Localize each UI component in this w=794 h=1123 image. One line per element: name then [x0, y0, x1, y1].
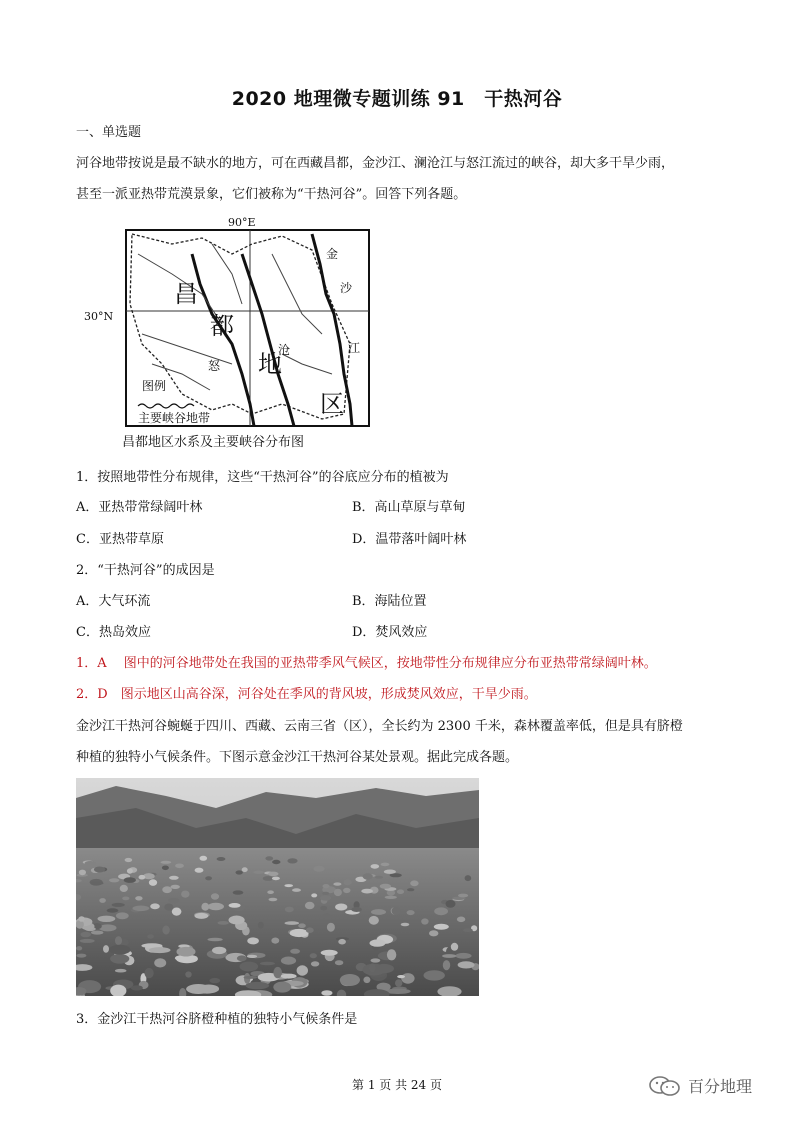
watermark-text: 百分地理	[688, 1077, 753, 1096]
page-footer: 第 1 页 共 24 页	[352, 1078, 442, 1092]
photo-stone	[384, 870, 396, 874]
photo-stone	[434, 924, 449, 930]
photo-stone	[240, 962, 259, 972]
photo-stone	[150, 903, 160, 909]
photo-stone	[237, 955, 247, 961]
map-region-char: 区	[320, 390, 344, 418]
map-river-label: 沙	[340, 281, 353, 295]
photo-stone	[397, 889, 404, 894]
photo-stone	[139, 875, 146, 880]
photo-stone	[269, 898, 278, 901]
photo-stone	[397, 975, 405, 978]
photo-stone	[109, 945, 130, 955]
photo-stone	[218, 921, 229, 925]
photo-stone	[401, 923, 410, 926]
map-caption: 昌都地区水系及主要峡谷分布图	[122, 435, 305, 450]
photo-stone	[290, 949, 300, 954]
photo-stone	[161, 861, 172, 864]
photo-stone	[407, 888, 414, 891]
photo-stone	[306, 927, 314, 933]
page-title: 2020 地理微专题训练 91 干热河谷	[231, 88, 563, 110]
photo-stone	[272, 860, 280, 864]
photo-stone	[91, 931, 103, 935]
changdu-river-map	[82, 214, 382, 454]
photo-stone	[273, 967, 282, 978]
photo-stone	[260, 962, 275, 966]
photo-stone	[169, 876, 179, 880]
photo-stone	[127, 868, 133, 873]
map-legend-title: 图例	[142, 379, 167, 393]
photo-stone	[429, 930, 438, 936]
photo-stone	[135, 896, 142, 900]
photo-stone	[110, 954, 129, 964]
photo-stone	[322, 892, 329, 895]
photo-stone	[369, 963, 376, 972]
intro-line-1: 河谷地带按说是最不缺水的地方，可在西藏昌都，金沙江、澜沧江与怒江流过的峡谷，却大多干旱少雨，	[76, 156, 675, 171]
photo-stone	[229, 903, 241, 908]
photo-stone	[229, 916, 245, 925]
photo-stone	[149, 947, 171, 953]
photo-stone	[424, 970, 445, 980]
photo-stone	[94, 867, 105, 873]
photo-stone	[200, 856, 208, 861]
photo-stone	[335, 904, 347, 911]
photo-stone	[268, 872, 278, 877]
q2-option-d: D．焚风效应	[352, 625, 428, 640]
photo-stone	[177, 947, 196, 957]
photo-stone	[233, 890, 244, 894]
answer-2: 2．D 图示地区山高谷深，河谷处在季风的背风坡，形成焚风效应，干旱少雨。	[76, 687, 537, 702]
photo-stone	[242, 867, 248, 872]
passage-2-line-1: 金沙江干热河谷蜿蜒于四川、西藏、云南三省（区），全长约为 2300 千米，森林覆盖率低，但是具有脐橙	[76, 719, 683, 734]
photo-stone	[351, 907, 362, 912]
photo-stone	[421, 918, 428, 924]
photo-stone	[103, 945, 109, 953]
photo-stone	[335, 960, 343, 965]
photo-stone	[375, 876, 383, 879]
q2-option-c: C．热岛效应	[76, 625, 151, 640]
photo-stone	[290, 929, 309, 937]
photo-stone	[285, 907, 294, 913]
q1-option-c: C．亚热带草原	[76, 532, 164, 547]
photo-stone	[107, 908, 119, 912]
photo-stone	[363, 873, 373, 879]
photo-stone	[392, 907, 401, 915]
photo-stone	[265, 856, 273, 860]
photo-stone	[458, 894, 468, 898]
photo-stone	[305, 902, 315, 910]
photo-stone	[343, 888, 350, 893]
photo-stone	[195, 913, 209, 919]
photo-stone	[76, 954, 86, 958]
q1-option-a: A．亚热带常绿阔叶林	[76, 500, 203, 515]
photo-stone	[162, 866, 169, 871]
q1-option-b: B．高山草原与草甸	[352, 500, 466, 515]
photo-stone	[112, 903, 125, 907]
photo-stone	[443, 960, 450, 970]
photo-stone	[147, 934, 154, 938]
photo-stone	[285, 921, 300, 925]
photo-stone	[446, 900, 456, 908]
photo-stone	[162, 926, 169, 935]
photo-stone	[125, 858, 133, 862]
photo-stone	[124, 877, 136, 883]
q1-option-d: D．温带落叶阔叶林	[352, 532, 467, 547]
photo-stone	[390, 873, 402, 877]
photo-stone	[133, 906, 150, 912]
photo-stone	[145, 968, 154, 978]
map-latitude-label: 30°N	[84, 310, 114, 323]
photo-stone	[272, 877, 280, 881]
photo-stone	[131, 985, 143, 990]
photo-stone	[321, 990, 332, 996]
intro-line-2: 甚至一派亚热带荒漠景象，它们被称为“干热河谷”。回答下列各题。	[76, 187, 467, 202]
photo-stone	[78, 916, 84, 922]
photo-stone	[208, 903, 224, 910]
photo-stone	[263, 876, 274, 881]
photo-stone	[195, 868, 204, 873]
map-region-char: 地	[258, 350, 282, 378]
photo-stone	[311, 893, 317, 897]
answer-1: 1．A 图中的河谷地带处在我国的亚热带季风气候区，按地带性分布规律应分布亚热带常绿阔叶林。	[76, 656, 657, 671]
photo-stone	[457, 917, 465, 923]
photo-stone	[284, 884, 293, 887]
map-legend-item: 主要峡谷地带	[138, 411, 211, 425]
photo-stone	[380, 884, 391, 889]
photo-stone	[211, 893, 219, 899]
photo-stone	[247, 937, 259, 944]
map-region-char: 昌	[174, 280, 198, 308]
photo-stone	[338, 939, 346, 945]
photo-stone	[322, 914, 331, 920]
photo-stone	[273, 982, 291, 993]
photo-stone	[287, 858, 297, 863]
photo-stone	[258, 922, 264, 929]
photo-stone	[120, 885, 128, 892]
photo-stone	[442, 954, 456, 958]
photo-stone	[115, 969, 127, 973]
photo-stone	[361, 889, 373, 894]
photo-stone	[297, 965, 308, 975]
photo-stone	[80, 939, 95, 943]
question-2-stem: 2．“干热河谷”的成因是	[76, 563, 215, 578]
photo-stone	[395, 979, 402, 987]
map-river-label: 怒	[208, 359, 221, 373]
photo-stone	[109, 878, 119, 882]
photo-stone	[154, 958, 166, 967]
photo-stone	[247, 955, 257, 958]
photo-stone	[340, 974, 360, 986]
photo-stone	[91, 881, 104, 885]
photo-stone	[387, 949, 396, 960]
photo-stone	[116, 912, 129, 919]
photo-stone	[205, 876, 212, 880]
photo-stone	[323, 884, 330, 888]
photo-stone	[434, 907, 448, 915]
photo-stone	[334, 889, 342, 896]
photo-stone	[164, 904, 173, 911]
photo-stone	[298, 923, 306, 928]
photo-stone	[99, 898, 106, 903]
photo-stone	[246, 982, 270, 989]
photo-stone	[320, 895, 331, 900]
map-river-label: 沧	[278, 343, 291, 357]
photo-stone	[122, 897, 129, 901]
photo-stone	[369, 916, 379, 925]
photo-stone	[292, 888, 301, 892]
photo-stone	[320, 906, 327, 911]
photo-stone	[212, 947, 226, 954]
map-river-label: 金	[326, 247, 339, 261]
photo-stone	[253, 871, 264, 874]
photo-stone	[333, 882, 341, 885]
photo-stone	[371, 864, 380, 869]
photo-stone	[363, 977, 370, 984]
photo-stone	[410, 880, 418, 886]
photo-stone	[458, 961, 475, 968]
photo-stone	[371, 958, 381, 962]
question-1-stem: 1．按照地带性分布规律，这些“干热河谷”的谷底应分布的植被为	[76, 470, 449, 485]
photo-stone	[401, 973, 414, 984]
photo-stone	[199, 985, 220, 994]
q2-option-b: B．海陆位置	[352, 594, 427, 609]
photo-stone	[115, 936, 122, 945]
photo-stone	[385, 896, 397, 899]
photo-stone	[217, 857, 226, 861]
photo-stone	[381, 863, 390, 867]
photo-stone	[236, 870, 243, 874]
photo-stone	[463, 928, 473, 932]
photo-stone	[76, 946, 82, 950]
photo-stone	[244, 976, 258, 979]
photo-stone	[281, 974, 297, 979]
photo-stone	[185, 971, 191, 977]
photo-stone	[162, 886, 172, 893]
photo-stone	[313, 866, 324, 872]
photo-stone	[98, 916, 116, 922]
section-heading: 一、单选题	[76, 125, 142, 140]
wechat-icon	[648, 1075, 682, 1097]
q2-option-a: A．大气环流	[76, 594, 151, 609]
photo-stone	[321, 950, 338, 956]
photo-stone	[149, 879, 157, 886]
photo-stone	[181, 891, 189, 898]
photo-stone	[80, 932, 91, 938]
photo-stone	[208, 938, 223, 942]
watermark	[648, 1074, 752, 1097]
map-region-char: 都	[210, 312, 234, 340]
dry-valley-photo	[76, 778, 479, 996]
photo-stone	[271, 938, 279, 944]
question-3-stem: 3．金沙江干热河谷脐橙种植的独特小气候条件是	[76, 1012, 358, 1027]
photo-stone	[168, 898, 179, 904]
photo-stone	[172, 908, 182, 916]
photo-stone	[370, 939, 386, 946]
photo-stone	[327, 923, 335, 932]
map-river-label: 江	[348, 341, 361, 355]
photo-stone	[171, 885, 180, 889]
photo-stone	[455, 953, 471, 959]
photo-stone	[344, 879, 352, 885]
photo-stone	[79, 870, 86, 876]
photo-stone	[267, 890, 274, 894]
photo-stone	[311, 961, 319, 966]
photo-stone	[85, 861, 96, 865]
photo-stone	[407, 910, 415, 915]
photo-stone	[281, 957, 296, 965]
photo-stone	[451, 943, 458, 951]
photo-stone	[371, 909, 386, 915]
photo-stone	[175, 864, 184, 869]
map-longitude-label: 90°E	[228, 216, 256, 229]
passage-2-line-2: 种植的独特小气候条件。下图示意金沙江干热河谷某处景观。据此完成各题。	[76, 750, 519, 765]
photo-stone	[465, 875, 472, 881]
photo-stone	[209, 978, 220, 983]
photo-stone	[310, 953, 317, 958]
